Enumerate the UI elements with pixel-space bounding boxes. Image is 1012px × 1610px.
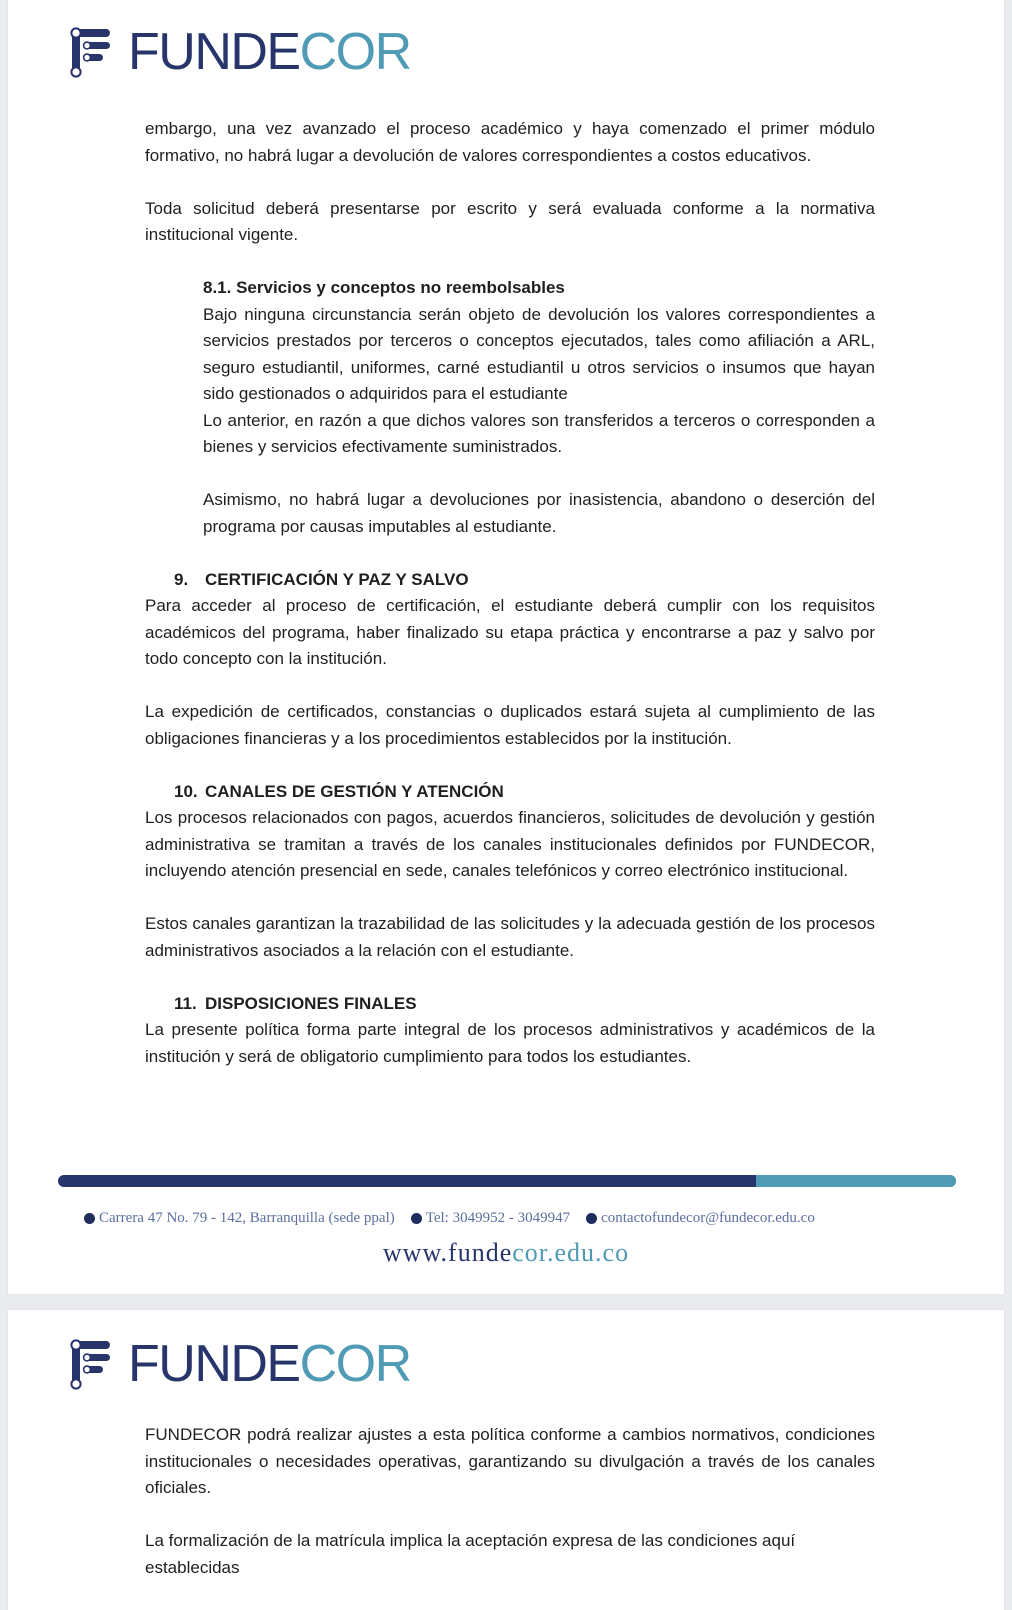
fundecor-f-logo-icon	[70, 1338, 114, 1390]
section-9-heading	[174, 567, 875, 594]
brand-name	[128, 1336, 411, 1392]
subsection-8-1-paragraph-2: Asimismo, no habrá lugar a devoluciones por inasistencia, abandono o deserción del programa por causas imputables al estudiante.	[203, 490, 875, 536]
section-11-title: DISPOSICIONES FINALES	[205, 993, 417, 1013]
footer-phone-item	[411, 1210, 570, 1227]
brand-name-part1: FUNDE	[128, 1335, 300, 1393]
footer-address-item	[84, 1210, 395, 1227]
section-11-paragraph-1: La presente política forma parte integral de los procesos administrativos y académicos de la institución y será de obligatorio cumplimiento para todos los estudiantes.	[145, 1020, 875, 1066]
footer-website[interactable]	[8, 1238, 1004, 1268]
page2-paragraph-2: La formalización de la matrícula implica la aceptación expresa de las condiciones aquí establecidas	[145, 1531, 796, 1577]
footer-phone: Tel: 3049952 - 3049947	[425, 1210, 571, 1226]
brand-name-part2: COR	[299, 1335, 411, 1393]
footer-email-item	[586, 1210, 815, 1227]
fundecor-f-logo-icon	[70, 26, 114, 78]
section-9-title: CERTIFICACIÓN Y PAZ Y SALVO	[205, 569, 469, 589]
subsection-8-1-paragraph-1: Bajo ninguna circunstancia serán objeto de devolución los valores correspondientes a servicios prestados por terceros o conceptos ejecutados, tales como afiliación a ARL, seguro estudiantil, uniformes, carné estudiantil u otros servicios o insumos que hayan sido gestionados o adquiridos para el estudiante	[203, 304, 875, 403]
footer-website-part2: cor.edu.co	[512, 1238, 630, 1267]
bullet-icon	[84, 1213, 95, 1224]
section-11-heading	[174, 991, 875, 1018]
subsection-8-1-paragraph-1b: Lo anterior, en razón a que dichos valores son transferidos a terceros o corresponden a bienes y servicios efectivamente suministrados.	[203, 410, 875, 456]
brand-name-part1: FUNDE	[128, 23, 300, 81]
subsection-8-1	[203, 275, 875, 540]
footer-address: Carrera 47 No. 79 - 142, Barranquilla (sede ppal)	[99, 1210, 395, 1226]
fundecor-logo	[70, 24, 411, 80]
bullet-icon	[411, 1213, 422, 1224]
section-10-title: CANALES DE GESTIÓN Y ATENCIÓN	[205, 781, 504, 801]
section-9-paragraph-2: La expedición de certificados, constancias o duplicados estará sujeta al cumplimiento de las obligaciones financieras y a los procedimientos establecidos por la institución.	[145, 702, 875, 748]
section-10-paragraph-2: Estos canales garantizan la trazabilidad de las solicitudes y la adecuada gestión de los procesos administrativos asociados a la relación con el estudiante.	[145, 914, 875, 960]
section-11-number: 11.	[174, 993, 197, 1013]
footer-email[interactable]: contactofundecor@fundecor.edu.co	[601, 1210, 815, 1226]
document-page-1	[8, 0, 1004, 1294]
footer-divider-bar	[58, 1175, 956, 1187]
bullet-icon	[586, 1213, 597, 1224]
section-9-paragraph-1: Para acceder al proceso de certificación, el estudiante deberá cumplir con los requisitos académicos del programa, haber finalizado su etapa práctica y encontrarse a paz y salvo por todo concepto con la institución.	[145, 596, 875, 668]
subsection-8-1-title: 8.1. Servicios y conceptos no reembolsables	[203, 278, 565, 297]
section-10-number: 10.	[174, 781, 198, 801]
page1-body	[145, 116, 875, 1070]
brand-name-part2: COR	[299, 23, 411, 81]
section-9-number: 9.	[174, 569, 189, 589]
intro-paragraph-2: Toda solicitud deberá presentarse por escrito y será evaluada conforme a la normativa institucional vigente.	[145, 198, 875, 244]
section-10-paragraph-1: Los procesos relacionados con pagos, acuerdos financieros, solicitudes de devolución y gestión administrativa se tramitan a través de los canales institucionales definidos por FUNDECOR, incluyendo atención presencial en sede, canales telefónicos y correo electrónico institucional.	[145, 808, 875, 880]
section-10-heading	[174, 779, 875, 806]
page2-paragraph-1: FUNDECOR podrá realizar ajustes a esta política conforme a cambios normativos, condiciones institucionales o necesidades operativas, garantizando su divulgación a través de los canales oficiales.	[145, 1425, 875, 1497]
page2-body	[145, 1422, 875, 1581]
fundecor-logo	[70, 1336, 411, 1392]
footer-divider-accent	[756, 1175, 956, 1187]
intro-paragraph-1: embargo, una vez avanzado el proceso académico y haya comenzado el primer módulo formativo, no habrá lugar a devolución de valores correspondientes a costos educativos.	[145, 119, 875, 165]
footer-website-part1: www.funde	[382, 1238, 513, 1267]
document-page-2	[8, 1310, 1004, 1610]
footer-contacts	[84, 1210, 954, 1227]
brand-name	[128, 24, 411, 80]
